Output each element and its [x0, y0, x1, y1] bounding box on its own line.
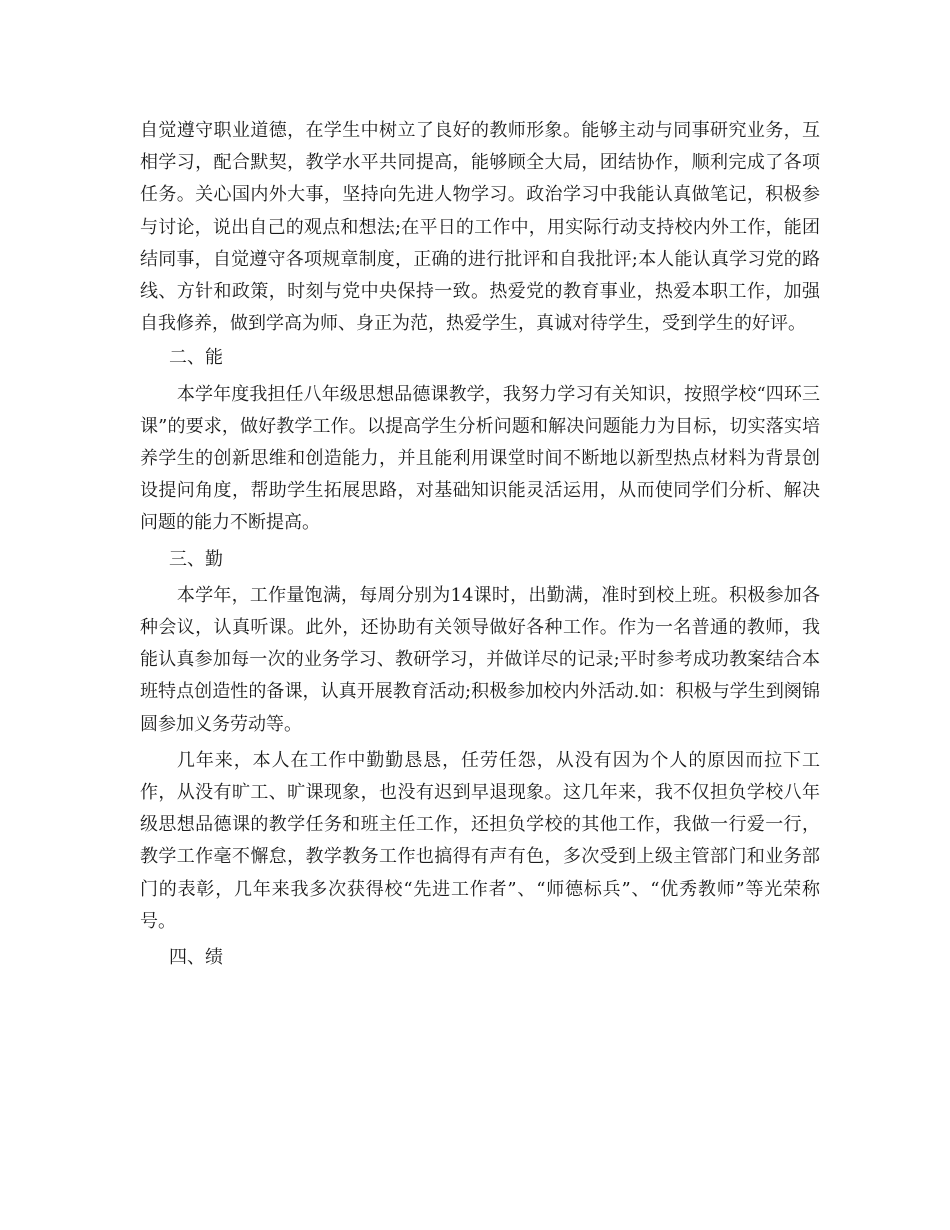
section-heading-achievements: 四、绩 [169, 947, 223, 969]
section-heading-diligence: 三、勤 [169, 548, 223, 570]
paragraph-years: 几年来，本人在工作中勤勤恳恳，任劳任怨，从没有因为个人的原因而拉下工作，从没有旷工、旷课现象，也没有迟到早退现象。这几年来，我不仅担负学校八年级思想品德课的教学任务和班主任工作，还担负学校的其他工作，我做一行爱一行，教学工作毫不懈怠，教学教务工作也搞得有声有色，多次受到上级主管部门和业务部门的表彰，几年来我多次获得校“先进工作者”、“师德标兵”、“优秀教师”等光荣称号。 [140, 749, 820, 932]
section-heading-ability: 二、能 [169, 347, 223, 369]
paragraph-ability: 本学年度我担任八年级思想品德课教学，我努力学习有关知识，按照学校“四环三课”的要求，做好教学工作。以提高学生分析问题和解决问题能力为目标，切实落实培养学生的创新思维和创造能力，并且能利用课堂时间不断地以新型热点材料为背景创设提问角度，帮助学生拓展思路，对基础知识能灵活运用，从而使同学们分析、解决问题的能力不断提高。 [140, 383, 820, 534]
paragraph-ethics: 自觉遵守职业道德，在学生中树立了良好的教师形象。能够主动与同事研究业务，互相学习，配合默契，教学水平共同提高，能够顾全大局，团结协作，顺利完成了各项任务。关心国内外大事，坚持向先进人物学习。政治学习中我能认真做笔记，积极参与讨论，说出自己的观点和想法;在平日的工作中，用实际行动支持校内外工作，能团结同事，自觉遵守各项规章制度，正确的进行批评和自我批评;本人能认真学习党的路线、方针和政策，时刻与党中央保持一致。热爱党的教育事业，热爱本职工作，加强自我修养，做到学高为师、身正为范，热爱学生，真诚对待学生，受到学生的好评。 [140, 120, 820, 335]
document-body [140, 115, 820, 974]
paragraph-diligence: 本学年，工作量饱满，每周分别为14课时，出勤满，准时到校上班。积极参加各种会议，认真听课。此外，还协助有关领导做好各种工作。作为一名普通的教师，我能认真参加每一次的业务学习、教研学习，并做详尽的记录;平时参考成功教案结合本班特点创造性的备课，认真开展教育活动;积极参加校内外活动.如：积极与学生到阕锦圆参加义务劳动等。 [140, 584, 820, 735]
